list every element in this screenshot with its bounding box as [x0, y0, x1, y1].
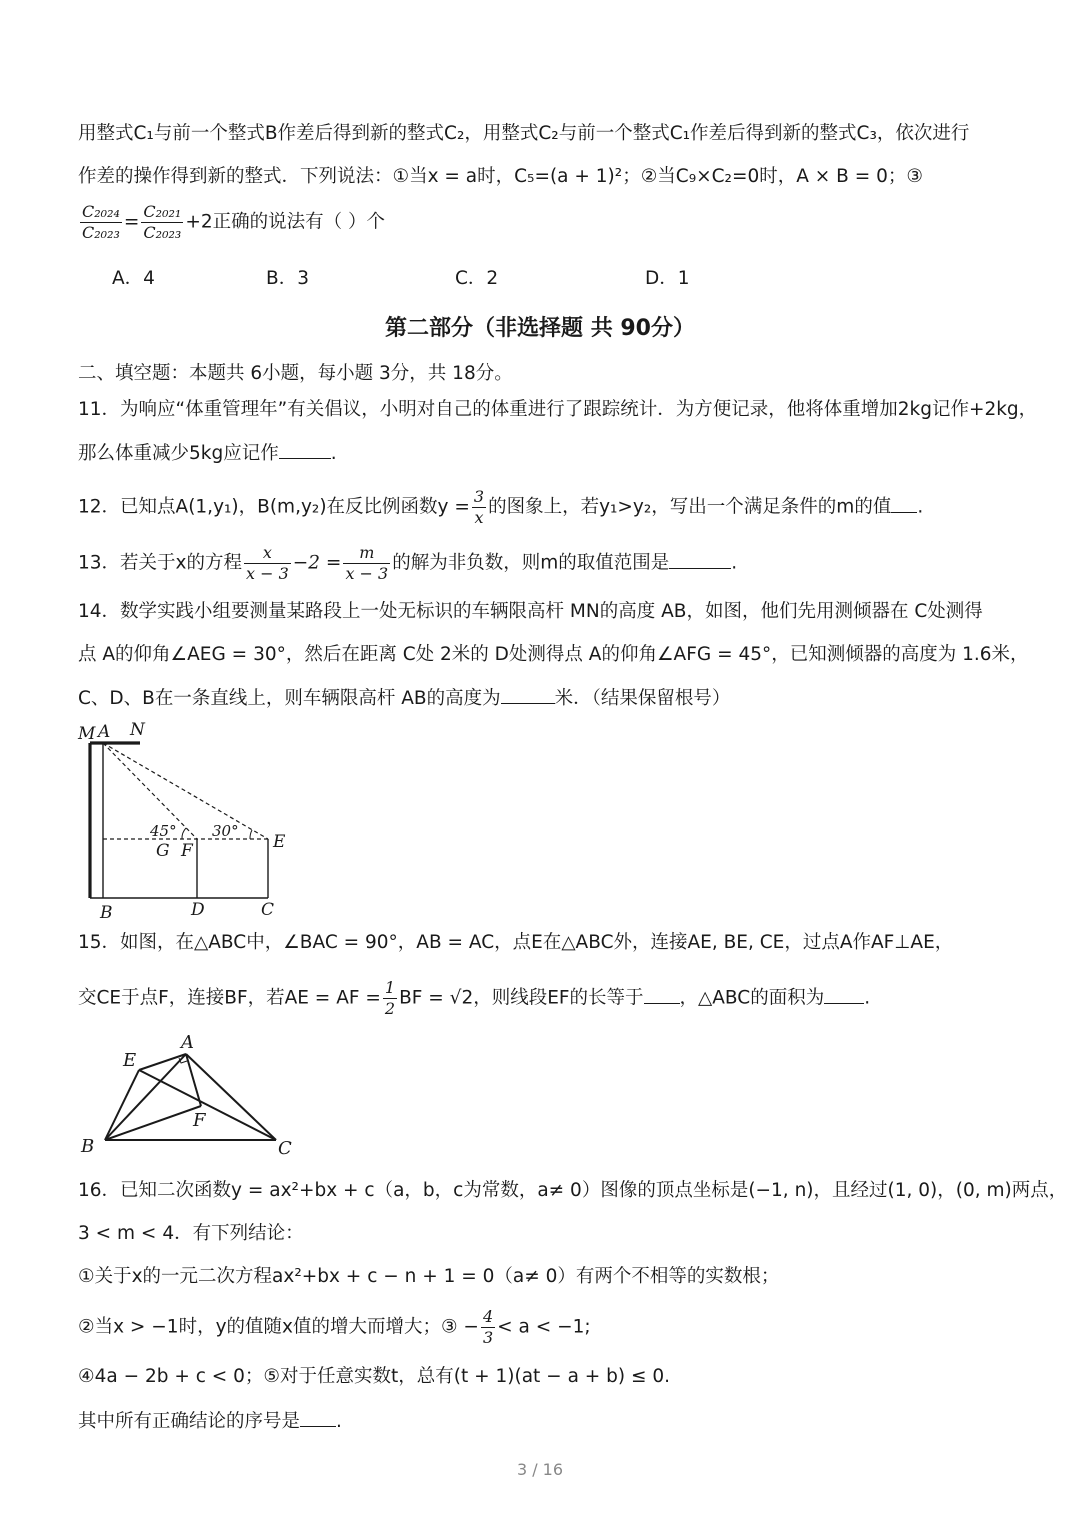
q15-text-a: 交CE于点F，连接BF，若AE = AF =	[78, 987, 381, 1009]
q15-answer-blank-1[interactable]	[644, 985, 680, 1004]
label-30: 30°	[212, 822, 239, 840]
q16-line-6	[78, 1408, 342, 1435]
q13-fraction-2	[343, 543, 390, 584]
q12-fraction-den: x	[474, 508, 484, 527]
q16-line-3: ①关于x的一元二次方程ax²+bx + c − n + 1 = 0（a≠ 0）有两个不相等的实数根；	[78, 1266, 780, 1287]
label-d: D	[191, 900, 205, 920]
q11-line-1: 11．为响应“体重管理年”有关倡议，小明对自己的体重进行了跟踪统计．为方便记录，他将体重增加2kg记作+2kg，	[78, 399, 1038, 420]
seg-ec	[139, 1070, 276, 1140]
q12-fraction-num: 3	[473, 487, 485, 506]
q11-line-2	[78, 440, 337, 467]
q16-text-b: < a < −1;	[497, 1316, 591, 1338]
label-c: C	[278, 1138, 292, 1159]
label-e: E	[273, 832, 286, 852]
q16-line-5: ④4a − 2b + c < 0；⑤对于任意实数t，总有(t + 1)(at − a + b) ≤ 0.	[78, 1366, 671, 1387]
q13-period: .	[731, 552, 738, 574]
q13-fraction-2-den: x − 3	[345, 564, 389, 583]
q14-text-a: C、D、B在一条直线上，则车辆限高杆 AB的高度为	[78, 688, 501, 709]
label-45: 45°	[150, 822, 177, 840]
q10-fraction-2	[141, 202, 183, 243]
label-a: A	[98, 722, 111, 742]
q13-fraction-2-num: m	[343, 543, 390, 564]
q10-line-3-tail: +2正确的说法有（ ）个	[185, 211, 385, 233]
q16-line-1: 16．已知二次函数y = ax²+bx + c（a，b，c为常数，a≠ 0）图像的顶点坐标是(−1, n)，且经过(1, 0)，(0, m)两点，	[78, 1180, 1068, 1201]
q14-line-2: 点 A的仰角∠AEG = 30°，然后在距离 C处 2米的 D处测得点 A的仰角∠AFG = 45°，已知测倾器的高度为 1.6米，	[78, 644, 1029, 665]
q13-fraction-1	[244, 543, 291, 584]
page-number: 3 / 16	[516, 1460, 564, 1479]
angle-45-arc	[182, 828, 186, 839]
q10-fraction-2-num: C₂₀₂₁	[143, 202, 182, 221]
q12-text-b: 的图象上，若y₁>y₂，写出一个满足条件的m的值	[488, 496, 892, 518]
label-f: F	[193, 1110, 206, 1131]
q14-line-3	[78, 685, 730, 712]
sight-line-e	[103, 743, 268, 839]
q13-line	[78, 543, 737, 584]
q13-text-a: 13．若关于x的方程	[78, 552, 242, 574]
q15-answer-blank-2[interactable]	[824, 985, 864, 1004]
q10-choice-a: A．4	[112, 268, 155, 289]
q10-choice-c: C．2	[455, 268, 499, 289]
q13-minus-two: −2 =	[292, 552, 342, 574]
label-m: M	[78, 724, 96, 744]
q16-line-2: 3 < m < 4．有下列结论：	[78, 1223, 304, 1244]
q10-fraction-2-den: C₂₀₂₃	[143, 223, 182, 242]
q10-fraction-1	[80, 202, 122, 243]
q11-period: .	[330, 443, 337, 464]
q15-period: .	[864, 987, 871, 1009]
fill-in-header: 二、填空题：本题共 6小题，每小题 3分，共 18分。	[78, 363, 513, 384]
label-c: C	[261, 900, 275, 920]
q10-line-3	[78, 202, 385, 243]
q10-line-1: 用整式C₁与前一个整式B作差后得到新的整式C₂，用整式C₂与前一个整式C₁作差后得到新的整式C₃，依次进行	[78, 123, 970, 144]
q10-choice-d: D．1	[645, 268, 690, 289]
q15-line-2	[78, 978, 870, 1019]
q13-fraction-1-num: x	[244, 543, 291, 564]
q10-line-2: 作差的操作得到新的整式．下列说法：①当x = a时，C₅=(a + 1)²；②当C₉×C₂=0时，A × B = 0；③	[78, 166, 923, 187]
q16-fraction-num: 4	[482, 1307, 494, 1326]
q15-fraction-den: 2	[384, 999, 396, 1018]
q15-line-1: 15．如图，在△ABC中，∠BAC = 90°，AB = AC，点E在△ABC外，连接AE, BE, CE，过点A作AF⊥AE，	[78, 932, 954, 953]
q13-answer-blank[interactable]	[669, 550, 731, 569]
q16-period: .	[336, 1411, 342, 1432]
label-b: B	[81, 1136, 95, 1157]
q16-fraction-den: 3	[482, 1328, 494, 1347]
q13-fraction-1-den: x − 3	[246, 564, 289, 583]
q10-choice-b: B．3	[266, 268, 309, 289]
q16-fraction	[481, 1307, 495, 1348]
q16-line-4	[78, 1307, 591, 1348]
q14-text-b: 米．（结果保留根号）	[554, 688, 731, 709]
q10-fraction-1-den: C₂₀₂₃	[82, 223, 120, 242]
q16-text-a: ②当x > −1时，y的值随x值的增大而增大；③ −	[78, 1316, 479, 1338]
q15-figure	[75, 1030, 305, 1160]
q15-fraction-num: 1	[384, 978, 396, 997]
q15-fraction	[383, 978, 397, 1019]
q15-text-c: ，△ABC的面积为	[679, 987, 825, 1009]
q15-text-b: BF = √2，则线段EF的长等于	[399, 987, 644, 1009]
label-g: G	[156, 841, 170, 861]
angle-30-arc	[250, 830, 252, 839]
label-a: A	[181, 1032, 194, 1053]
q12-text-a: 12．已知点A(1,y₁)，B(m,y₂)在反比例函数y =	[78, 496, 470, 518]
q10-equals: =	[123, 211, 140, 233]
q12-line	[78, 487, 923, 528]
label-e: E	[123, 1050, 137, 1071]
q11-answer-blank[interactable]	[279, 440, 331, 459]
q13-text-b: 的解为非负数，则m的取值范围是	[392, 552, 670, 574]
label-n: N	[130, 720, 145, 740]
label-f: F	[181, 841, 193, 861]
q12-answer-blank[interactable]	[891, 494, 917, 513]
q11-text: 那么体重减少5kg应记作	[78, 443, 279, 464]
q14-line-1: 14．数学实践小组要测量某路段上一处无标识的车辆限高杆 MN的高度 AB，如图，他们先用测倾器在 C处测得	[78, 601, 983, 622]
q14-answer-blank[interactable]	[501, 685, 555, 704]
q10-fraction-1-num: C₂₀₂₄	[82, 202, 120, 221]
q12-fraction	[472, 487, 486, 528]
label-b: B	[100, 903, 113, 923]
q12-period: .	[917, 496, 924, 518]
q16-answer-blank[interactable]	[300, 1408, 336, 1427]
q16-text-c: 其中所有正确结论的序号是	[78, 1411, 301, 1432]
q14-figure	[70, 715, 300, 925]
section-2-title: 第二部分（非选择题 共 90分）	[385, 316, 695, 341]
